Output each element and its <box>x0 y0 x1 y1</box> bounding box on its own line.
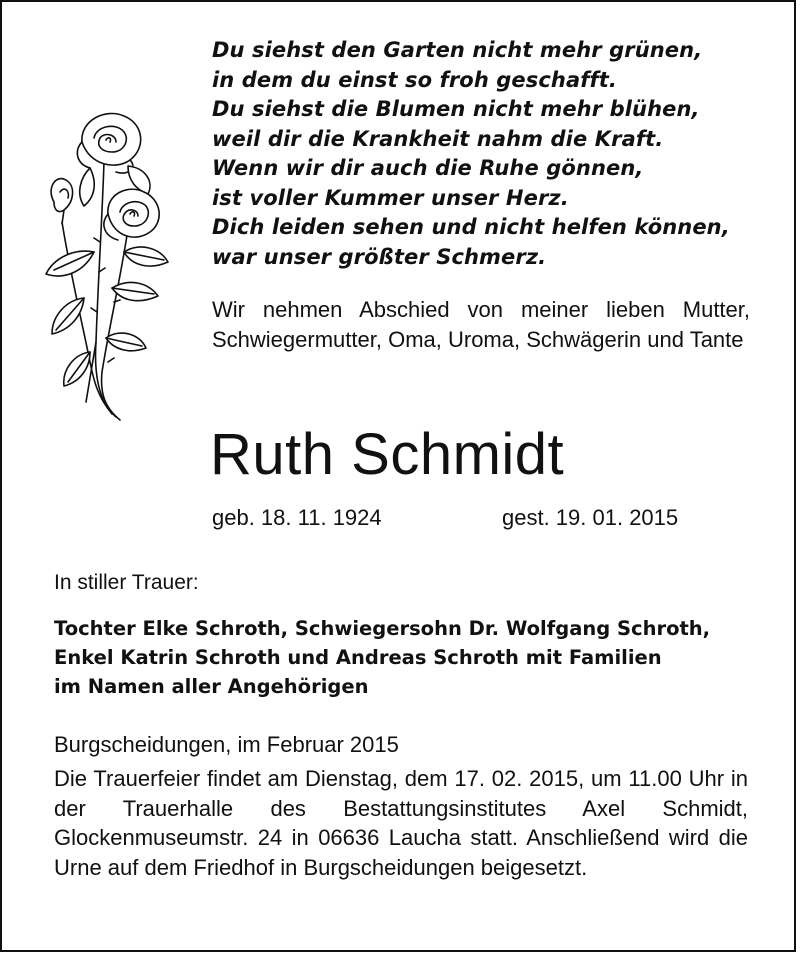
mourning-label: In stiller Trauer: <box>54 571 199 594</box>
poem-line: ist voller Kummer unser Herz. <box>212 185 569 210</box>
memorial-poem <box>212 36 772 272</box>
poem-line: in dem du einst so froh geschafft. <box>212 67 617 92</box>
place-date: Burgscheidungen, im Februar 2015 <box>54 732 399 757</box>
farewell-text: Wir nehmen Abschied von meiner lieben Mutter, Schwiegermutter, Oma, Uroma, Schwägerin und Tante <box>212 297 750 352</box>
poem-line: weil dir die Krankheit nahm die Kraft. <box>212 126 664 151</box>
ceremony-details: Die Trauerfeier findet am Dienstag, dem 17. 02. 2015, um 11.00 Uhr in der Trauerhalle des Bestattungsinstitutes Axel Schmidt, Glockenmuseumstr. 24 in 06636 Laucha statt. Anschließend wird die Urne auf dem Friedhof in Burgscheidungen beigesetzt. <box>54 766 748 880</box>
mourners-line: Enkel Katrin Schroth und Andreas Schroth mit Familien <box>54 646 662 669</box>
deceased-name: Ruth Schmidt <box>210 422 565 487</box>
poem-line: Du siehst die Blumen nicht mehr blühen, <box>212 97 700 121</box>
mourners-line: Tochter Elke Schroth, Schwiegersohn Dr. Wolfgang Schroth, <box>54 617 711 640</box>
life-dates <box>212 502 712 534</box>
poem-line: war unser größter Schmerz. <box>212 244 547 269</box>
poem-line: Dich leiden sehen und nicht helfen können, <box>212 215 730 239</box>
mourners-list <box>54 614 754 701</box>
death-date: gest. 19. 01. 2015 <box>502 505 679 530</box>
poem-line: Wenn wir dir auch die Ruhe gönnen, <box>212 156 644 180</box>
rose-icon <box>24 102 184 432</box>
poem-line: Du siehst den Garten nicht mehr grünen, <box>212 38 703 62</box>
mourners-line: im Namen aller Angehörigen <box>54 675 369 698</box>
birth-date: geb. 18. 11. 1924 <box>212 505 382 530</box>
